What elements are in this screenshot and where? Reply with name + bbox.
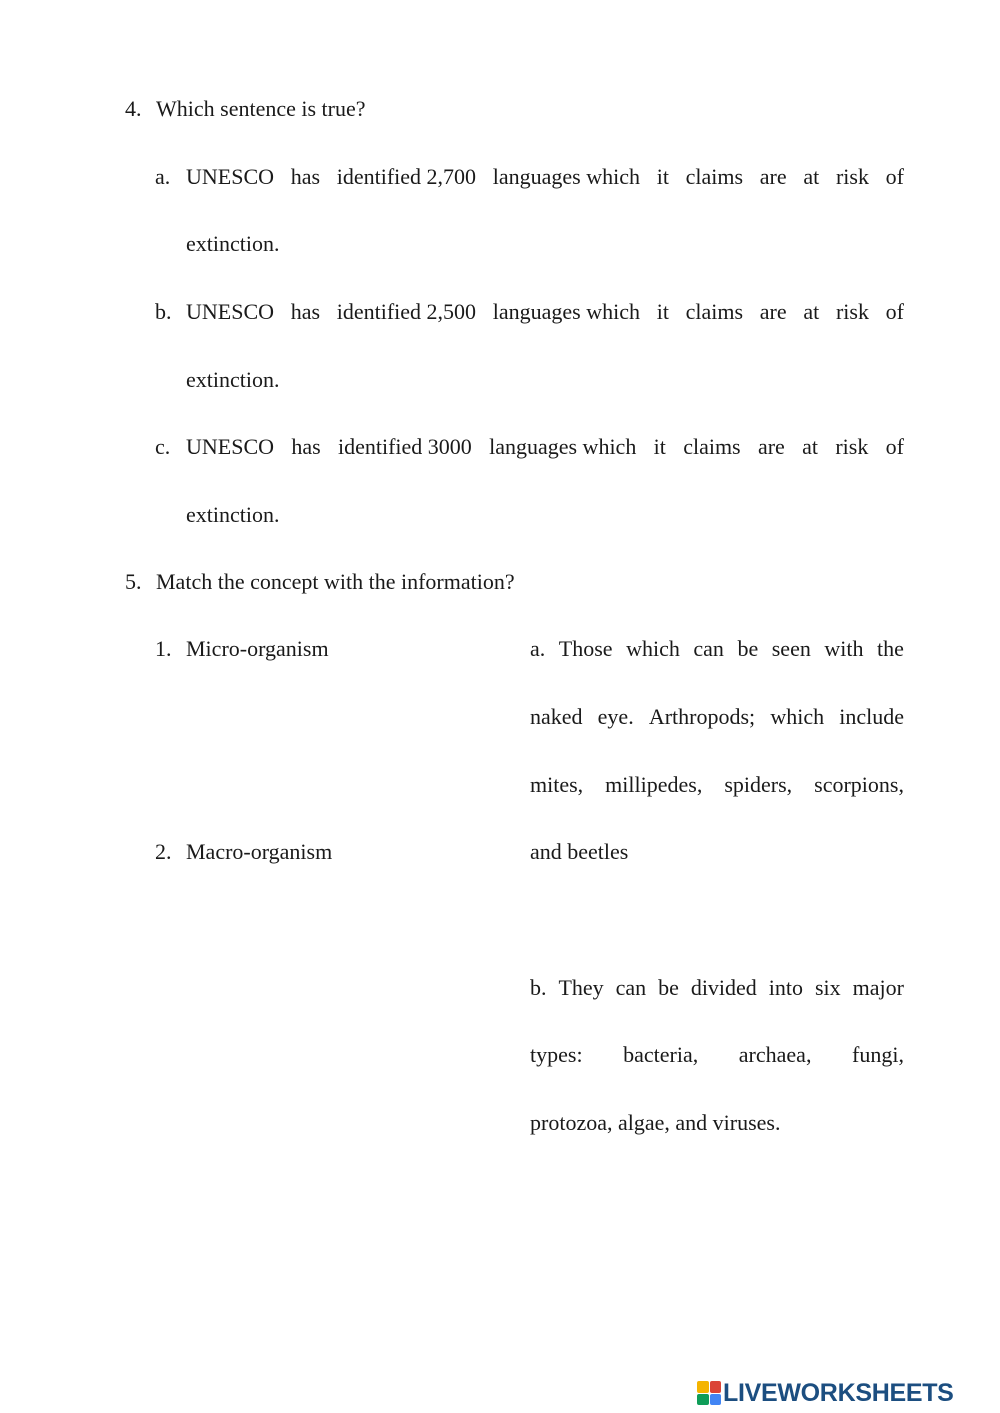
q4-option-a-line1	[186, 166, 904, 188]
word: major	[852, 975, 904, 1000]
info-a-line4: and beetles	[530, 839, 629, 864]
word: UNESCO	[186, 164, 275, 189]
q4-number: 4.	[125, 96, 142, 121]
word: it	[656, 164, 669, 189]
info-a-line2	[530, 706, 904, 728]
q4-option-b-letter: b.	[155, 299, 172, 324]
word: are	[757, 434, 785, 459]
word: divided	[690, 975, 757, 1000]
q4-option-c-letter: c.	[155, 434, 171, 459]
q5-number: 5.	[125, 569, 142, 594]
word: can	[615, 975, 647, 1000]
word: UNESCO	[186, 299, 275, 324]
word: at	[803, 299, 820, 324]
word: which	[770, 704, 825, 729]
word: claims	[685, 164, 744, 189]
logo-square-2	[710, 1381, 722, 1393]
word: risk	[835, 434, 869, 459]
word: claims	[683, 434, 741, 459]
word: at	[803, 164, 820, 189]
word: with	[824, 636, 864, 661]
word: has	[291, 434, 321, 459]
word: risk	[835, 299, 869, 324]
word: the	[877, 636, 904, 661]
concept-2-label: Macro-organism	[186, 839, 333, 864]
word: eye.	[597, 704, 634, 729]
info-a-line3	[530, 774, 904, 796]
word: identified 3000	[337, 434, 472, 459]
q4-option-c-line1	[186, 436, 904, 458]
word: has	[290, 299, 321, 324]
word: are	[759, 164, 787, 189]
word: naked	[530, 704, 583, 729]
logo-square-1	[697, 1381, 709, 1393]
q5-prompt: Match the concept with the information?	[156, 569, 515, 594]
q4-option-a-line2: extinction.	[186, 231, 280, 256]
word: languages which	[489, 434, 637, 459]
liveworksheets-logo-text: LIVEWORKSHEETS	[723, 1378, 954, 1407]
word: it	[656, 299, 669, 324]
q4-prompt: Which sentence is true?	[156, 96, 366, 121]
word: be	[658, 975, 679, 1000]
word: seen	[771, 636, 811, 661]
q4-option-b-line2: extinction.	[186, 367, 280, 392]
word: at	[802, 434, 818, 459]
logo-square-3	[697, 1394, 709, 1406]
q4-option-b-line1	[186, 301, 904, 323]
q4-option-c-line2: extinction.	[186, 502, 280, 527]
word: archaea,	[738, 1042, 812, 1067]
word: fungi,	[852, 1042, 904, 1067]
word: UNESCO	[186, 434, 275, 459]
word: of	[885, 434, 904, 459]
q4-option-a-letter: a.	[155, 164, 171, 189]
concept-1-label: Micro-organism	[186, 636, 329, 661]
word: languages which	[492, 164, 640, 189]
concept-2-number: 2.	[155, 839, 172, 864]
word: six	[814, 975, 841, 1000]
word: risk	[835, 164, 869, 189]
concept-1-number: 1.	[155, 636, 172, 661]
liveworksheets-logo-icon	[697, 1381, 721, 1405]
word: which	[626, 636, 680, 661]
word: a.	[530, 636, 546, 661]
info-a-line1	[530, 638, 904, 660]
word: millipedes,	[605, 772, 703, 797]
info-b-line1	[530, 977, 904, 999]
word: identified 2,700	[336, 164, 477, 189]
liveworksheets-logo	[697, 1380, 954, 1406]
word: of	[885, 299, 904, 324]
word: it	[653, 434, 666, 459]
word: include	[839, 704, 904, 729]
word: can	[693, 636, 724, 661]
word: languages which	[492, 299, 640, 324]
info-b-line2	[530, 1044, 904, 1066]
word: They	[558, 975, 604, 1000]
word: mites,	[530, 772, 584, 797]
word: of	[885, 164, 904, 189]
word: Arthropods;	[648, 704, 756, 729]
word: has	[290, 164, 321, 189]
word: b.	[530, 975, 547, 1000]
word: Those	[558, 636, 613, 661]
word: scorpions,	[814, 772, 904, 797]
word: claims	[685, 299, 744, 324]
word: into	[768, 975, 803, 1000]
word: spiders,	[724, 772, 793, 797]
word: bacteria,	[623, 1042, 699, 1067]
info-b-line3: protozoa, algae, and viruses.	[530, 1110, 781, 1135]
word: types:	[530, 1042, 583, 1067]
word: identified 2,500	[336, 299, 477, 324]
word: are	[759, 299, 787, 324]
word: be	[737, 636, 759, 661]
logo-square-4	[710, 1394, 722, 1406]
